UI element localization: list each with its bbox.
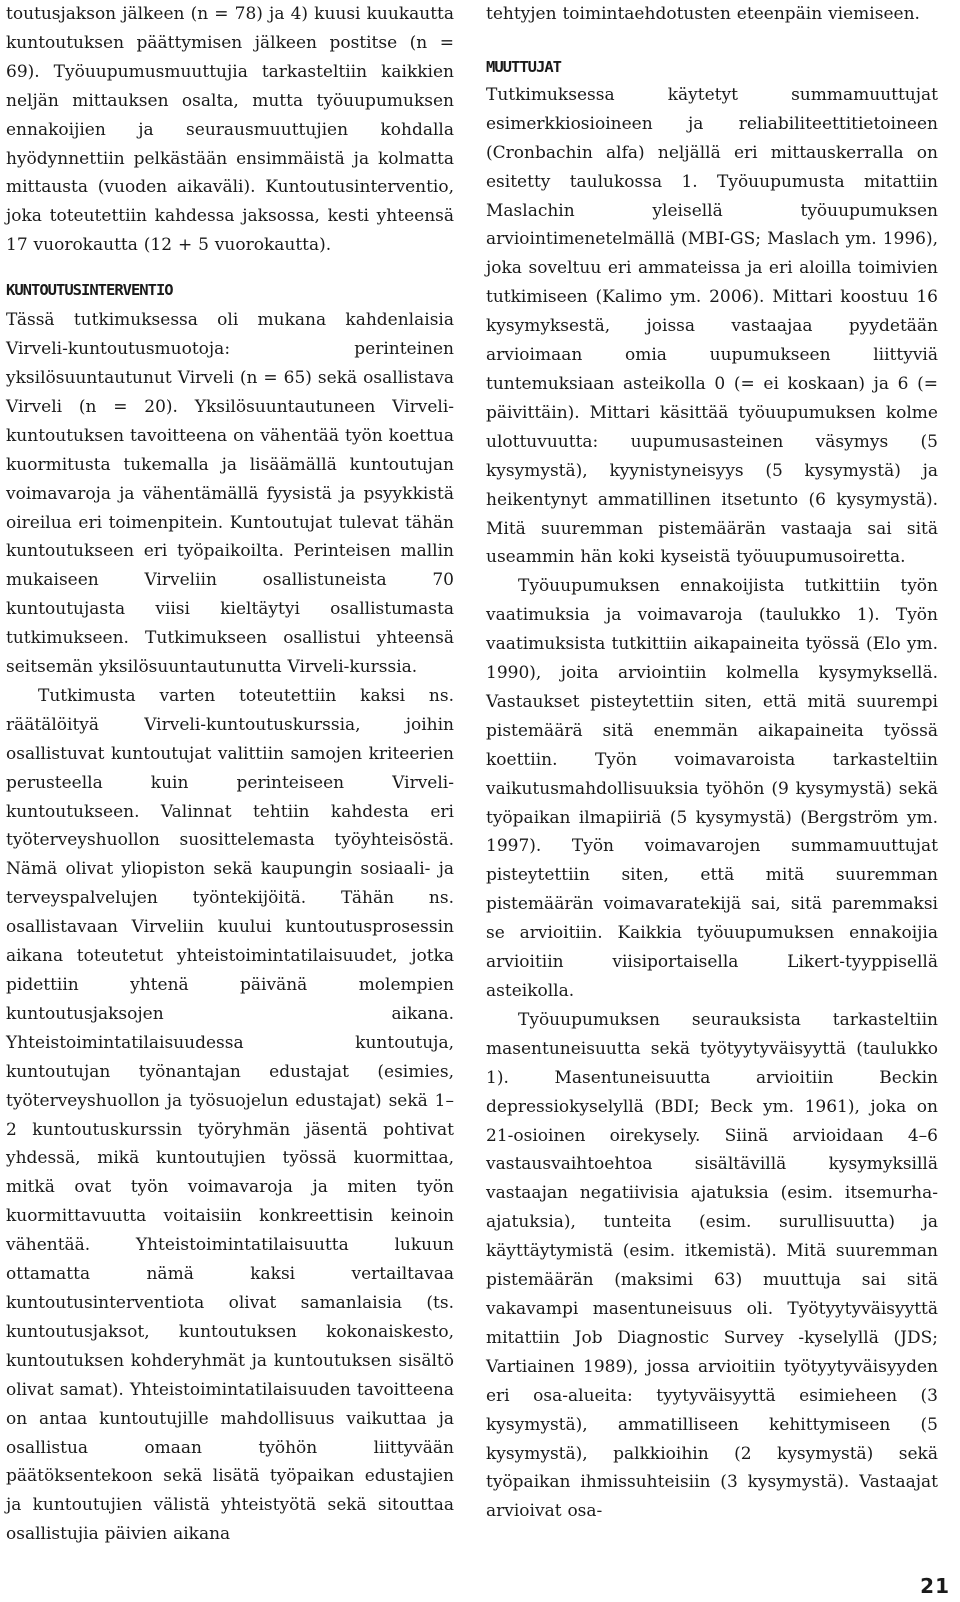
right-paragraph-4: Työuupumuksen seurauksista tarkasteltiin masentuneisuutta sekä työtyytyväisyyttä (taulukko 1). Masentuneisuutta arvioitiin Beckin depressiokyselyllä (BDI; Beck ym. 1961), joka on 21-osioinen oirekysely. Siinä arvioidaan 4–6 vastausvaihtoehtoa sisältävillä kysymyksillä vastaajan negatiivisia ajatuksia (esim. itsemurha-ajatuksia), tunteita (esim. surullisuutta) ja käyttäytymistä (esim. itkemistä). Mitä suuremman pistemäärän (maksimi 63) muuttuja sai sitä vakavampi masentuneisuus oli. Työtyytyväisyyttä mitattiin Job Diagnostic Survey -kyselyllä (JDS; Vartiainen 1989), jossa arvioitiin työtyytyväisyyden eri osa-alueita: tyytyväisyyttä esimieheen (3 kysymystä), ammatilliseen kehittymiseen (5 kysymystä), palkkioihin (2 kysymystä) sekä työpaikan ihmissuhteisiin (3 kysymystä). Vastaajat arvioivat osa- [486,1009,938,1522]
right-column [486,0,938,1526]
section-heading-muuttujat: MUUTTUJAT [486,57,561,76]
right-paragraph-2: Tutkimuksessa käytetyt summamuuttujat esimerkkiosioineen ja reliabiliteettitietoineen (Cronbachin alfa) neljällä eri mittauskerralla on esitetty taulukossa 1. Työuupumusta mitattiin Maslachin yleisellä työuupumuksen arviointimenetelmällä (MBI-GS; Maslach ym. 1996), joka soveltuu eri ammateissa ja eri aloilla toimivien tutkimiseen (Kalimo ym. 2006). Mittari koostuu 16 kysymyksestä, joissa vastaajaa pyydetään arvioimaan omia uupumukseen liittyviä tuntemuksiaan asteikolla 0 (= ei koskaan) ja 6 (= päivittäin). Mittari käsittää työuupumuksen kolme ulottuvuutta: uupumusasteinen väsymys (5 kysymystä), kyynistyneisyys (5 kysymystä) ja heikentynyt ammatillinen itsetunto (6 kysymystä). Mitä suuremman pistemäärän vastaaja sai sitä useammin hän koki kyseistä työuupumusoiretta. [486,84,938,568]
right-paragraph-3: Työuupumuksen ennakoijista tutkittiin työn vaatimuksia ja voimavaroja (taulukko 1). Työn vaatimuksista tutkittiin aikapaineita työssä (Elo ym. 1990), joita arviointiin kolmella kysymyksellä. Vastaukset pisteytettiin siten, että mitä suurempi pistemäärä sitä enemmän aikapaineita työssä koettiin. Työn voimavaroista tarkasteltiin vaikutusmahdollisuuksia työhön (9 kysymystä) sekä työpaikan ilmapiiriä (5 kysymystä) (Bergström ym. 1997). Työn voimavarojen summamuuttujat pisteytettiin siten, että mitä suuremman pistemäärän voimavaratekijä sai, sitä paremmaksi se arvioitiin. Kaikkia työuupumuksen ennakoijia arvioitiin viisiportaisella Likert-tyyppisellä asteikolla. [486,576,938,1001]
section-heading-kuntoutusinterventio: KUNTOUTUSINTERVENTIO [6,281,173,300]
left-paragraph-3: Tutkimusta varten toteutettiin kaksi ns. räätälöityä Virveli-kuntoutuskurssia, joihin osallistuvat kuntoutujat valittiin samojen kriteerien perusteella kuin perinteiseen Virveli-kuntoutukseen. Valinnat tehtiin kahdesta eri työterveyshuollon suosittelemasta työyhteisöstä. Nämä olivat yliopiston sekä kaupungin sosiaali- ja terveyspalvelujen työntekijöitä. Tähän ns. osallistavaan Virveliin kuului kuntoutusprosessin aikana toteutetut yhteistoimintatilaisuudet, jotka pidettiin yhtenä päivänä molempien kuntoutusjaksojen aikana. Yhteistoimintatilaisuudessa kuntoutuja, kuntoutujan työnantajan edustajat (esimies, työterveyshuollon ja työsuojelun edustajat) sekä 1–2 kuntoutuskurssin työryhmän jäsentä pohtivat yhdessä, mikä kuntoutujien työssä kuormittaa, mitkä ovat työn voimavaroja ja miten työn kuormittavuutta voitaisiin konkreettisin keinoin vähentää. Yhteistoimintatilaisuutta lukuun ottamatta nämä kaksi vertailtavaa kuntoutusinterventiota olivat samanlaisia (ts. kuntoutusjaksot, kuntoutuksen kokonaiskesto, kuntoutuksen kohderyhmät ja kuntoutuksen sisältö olivat samat). Yhteistoimintatilaisuuden tavoitteena on antaa kuntoutujille mahdollisuus vaikuttaa ja osallistua omaan työhön liittyvään päätöksentekoon sekä lisätä työpaikan edustajien ja kuntoutujien välistä yhteistyötä sekä sitouttaa osallistujia päivien aikana [6,685,454,1545]
left-paragraph-2: Tässä tutkimuksessa oli mukana kahdenlaisia Virveli-kuntoutusmuotoja: perinteinen yksilösuuntautunut Virveli (n = 65) sekä osallistava Virveli (n = 20). Yksilösuuntautuneen Virveli-kuntoutuksen tavoitteena on vähentää työn koettua kuormitusta tukemalla ja lisäämällä kuntoutujan voimavaroja ja vähentämällä fyysistä ja psyykkistä oireilua eri toimenpitein. Kuntoutujat tulevat tähän kuntoutukseen eri työpaikoilta. Perinteisen mallin mukaiseen Virveliin osallistuneista 70 kuntoutujasta viisi kieltäytyi osallistumasta tutkimukseen. Tutkimukseen osallistui yhteensä seitsemän yksilösuuntautunutta Virveli-kurssia. [6,310,454,678]
right-paragraph-1: tehtyjen toimintaehdotusten eteenpäin viemiseen. [486,4,920,24]
left-paragraph-1: toutusjakson jälkeen (n = 78) ja 4) kuusi kuukautta kuntoutuksen päättymisen jälkeen postitse (n = 69). Työuupumusmuuttujia tarkasteltiin kaikkien neljän mittauksen osalta, mutta työuupumuksen ennakoijien ja seurausmuuttujien kohdalla hyödynnettiin pelkästään ensimmäistä ja kolmatta mittausta (vuoden aikaväli). Kuntoutusinterventio, joka toteutettiin kahdessa jaksossa, kesti yhteensä 17 vuorokautta (12 + 5 vuorokautta). [6,4,454,256]
left-column [6,0,454,1549]
page-number: 21 [920,1574,950,1598]
